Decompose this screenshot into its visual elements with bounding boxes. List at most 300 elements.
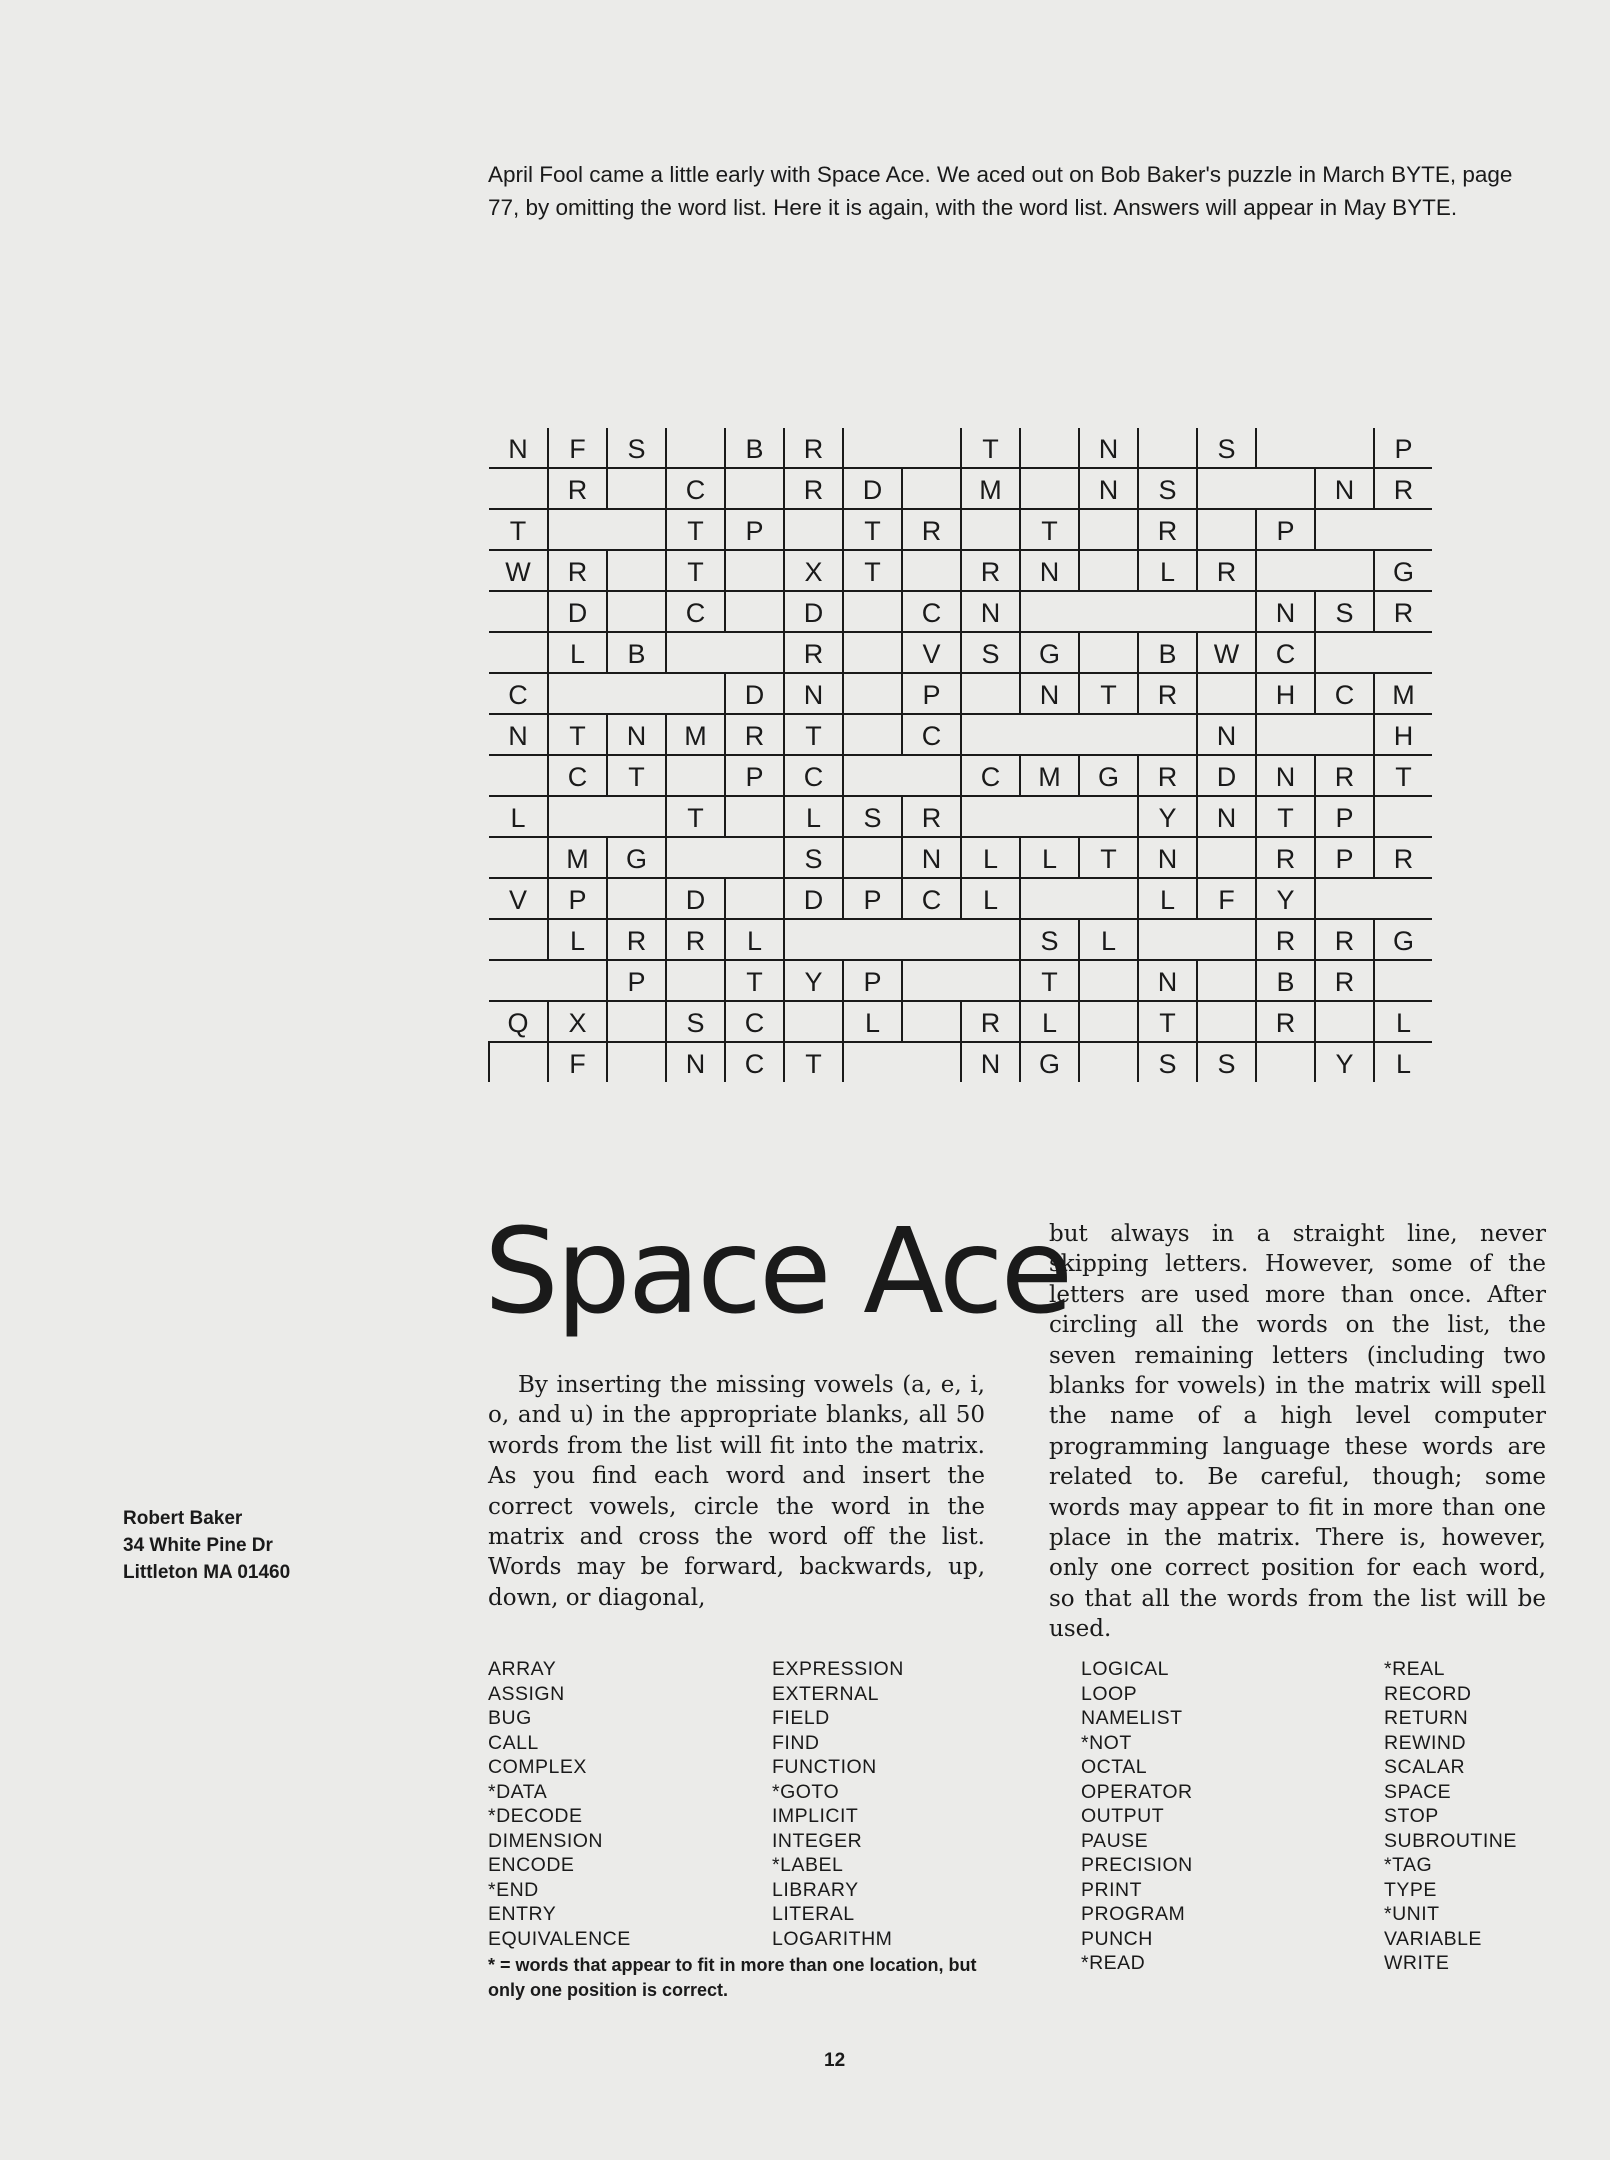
grid-cell — [725, 878, 784, 919]
grid-row — [489, 755, 1432, 796]
grid-cell — [489, 591, 548, 632]
grid-cell — [843, 428, 902, 468]
grid-cell: R — [725, 714, 784, 755]
grid-row — [489, 919, 1432, 960]
grid-cell — [1020, 428, 1079, 468]
grid-cell: Y — [1256, 878, 1315, 919]
grid-cell: C — [1256, 632, 1315, 673]
word-list-column-2 — [772, 1657, 904, 1951]
grid-cell — [607, 509, 666, 550]
grid-cell — [1315, 878, 1374, 919]
word-list-item: VARIABLE — [1384, 1927, 1482, 1950]
grid-cell: D — [784, 878, 843, 919]
grid-cell — [1374, 878, 1432, 919]
grid-cell: R — [1315, 919, 1374, 960]
grid-cell — [784, 919, 843, 960]
word-list-item: SPACE — [1384, 1780, 1452, 1803]
grid-cell: T — [607, 755, 666, 796]
grid-cell: R — [548, 550, 607, 591]
grid-cell — [666, 755, 725, 796]
word-list-item: PAUSE — [1081, 1829, 1149, 1852]
grid-cell: N — [1020, 673, 1079, 714]
grid-cell: T — [1256, 796, 1315, 837]
grid-cell: C — [902, 878, 961, 919]
grid-cell — [607, 1001, 666, 1042]
grid-cell — [1315, 714, 1374, 755]
grid-cell: T — [1079, 837, 1138, 878]
grid-cell — [1079, 591, 1138, 632]
word-list-item: LOGARITHM — [772, 1927, 893, 1950]
grid-cell — [784, 509, 843, 550]
grid-cell — [902, 755, 961, 796]
grid-cell: N — [784, 673, 843, 714]
grid-cell — [1256, 468, 1315, 509]
grid-cell: R — [902, 796, 961, 837]
grid-cell: P — [725, 509, 784, 550]
grid-cell: N — [961, 591, 1020, 632]
grid-cell — [784, 1001, 843, 1042]
letter-grid — [488, 428, 1432, 1082]
grid-cell: P — [843, 878, 902, 919]
grid-cell — [902, 919, 961, 960]
grid-cell — [1374, 960, 1432, 1001]
grid-cell: R — [1315, 755, 1374, 796]
grid-cell: P — [548, 878, 607, 919]
word-list-item: WRITE — [1384, 1952, 1450, 1974]
grid-cell: P — [1315, 796, 1374, 837]
grid-cell: L — [1079, 919, 1138, 960]
grid-cell: P — [843, 960, 902, 1001]
grid-cell — [1374, 509, 1432, 550]
grid-cell — [1197, 837, 1256, 878]
word-list-item: LOGICAL — [1081, 1658, 1170, 1680]
grid-cell — [548, 796, 607, 837]
grid-cell: M — [666, 714, 725, 755]
word-list-item: LOOP — [1081, 1682, 1138, 1705]
grid-cell: T — [843, 550, 902, 591]
grid-cell — [961, 796, 1020, 837]
word-list-item: RECORD — [1384, 1682, 1472, 1705]
grid-cell: G — [1020, 632, 1079, 673]
grid-cell — [489, 755, 548, 796]
grid-row — [489, 673, 1432, 714]
grid-cell: M — [548, 837, 607, 878]
body-text-column-1: By inserting the missing vowels (a, e, i, o, and u) in the appropriate blanks, all 50 words from the list will fit into the matrix. As you find each word and insert the correct vowels, circle the word in the matrix and cross the word off the list. Words may be forward, backwards, up, down, or diagonal, — [488, 1372, 985, 1611]
grid-cell: L — [725, 919, 784, 960]
grid-cell — [1315, 1001, 1374, 1042]
grid-cell — [1079, 714, 1138, 755]
word-list-item: RETURN — [1384, 1707, 1469, 1729]
grid-cell — [1138, 428, 1197, 468]
word-list-item: EXPRESSION — [772, 1658, 904, 1680]
grid-cell — [1197, 591, 1256, 632]
grid-cell — [1138, 591, 1197, 632]
word-list-item: NAMELIST — [1081, 1707, 1183, 1729]
word-list-item: ARRAY — [488, 1658, 557, 1680]
grid-cell: T — [1020, 960, 1079, 1001]
grid-cell: Y — [1315, 1042, 1374, 1082]
word-list-item: DIMENSION — [488, 1829, 604, 1852]
grid-cell: M — [1374, 673, 1432, 714]
author-street: 34 White Pine Dr — [123, 1535, 273, 1556]
grid-cell: P — [1256, 509, 1315, 550]
grid-cell: N — [1197, 796, 1256, 837]
word-list-item: *READ — [1081, 1952, 1146, 1974]
grid-row — [489, 468, 1432, 509]
grid-cell — [607, 468, 666, 509]
grid-cell — [1256, 1042, 1315, 1082]
grid-cell: D — [843, 468, 902, 509]
grid-cell — [961, 919, 1020, 960]
grid-cell — [1020, 878, 1079, 919]
grid-cell: T — [489, 509, 548, 550]
grid-cell: G — [1079, 755, 1138, 796]
grid-row — [489, 1001, 1432, 1042]
grid-cell — [1315, 550, 1374, 591]
word-list-item: FIELD — [772, 1707, 830, 1729]
grid-cell — [1138, 714, 1197, 755]
word-list-item: EXTERNAL — [772, 1682, 879, 1705]
grid-row — [489, 796, 1432, 837]
grid-cell: N — [902, 837, 961, 878]
grid-cell — [1315, 428, 1374, 468]
grid-cell — [1197, 673, 1256, 714]
grid-cell — [1197, 1001, 1256, 1042]
word-list-column-4 — [1384, 1657, 1517, 1976]
grid-cell: P — [1315, 837, 1374, 878]
grid-cell: P — [607, 960, 666, 1001]
grid-cell: T — [1374, 755, 1432, 796]
grid-cell: R — [1374, 468, 1432, 509]
grid-cell — [961, 509, 1020, 550]
grid-cell — [1197, 919, 1256, 960]
grid-cell — [607, 591, 666, 632]
grid-cell: B — [607, 632, 666, 673]
grid-cell: G — [1020, 1042, 1079, 1082]
word-list-item: LITERAL — [772, 1903, 855, 1925]
grid-cell — [725, 837, 784, 878]
word-list-item: TYPE — [1384, 1878, 1437, 1901]
grid-cell: D — [725, 673, 784, 714]
grid-cell: T — [666, 509, 725, 550]
grid-cell — [489, 468, 548, 509]
grid-row — [489, 837, 1432, 878]
word-list-column-1 — [488, 1657, 631, 1951]
grid-cell: S — [784, 837, 843, 878]
grid-cell — [1020, 591, 1079, 632]
grid-cell: R — [1138, 755, 1197, 796]
grid-cell: N — [1256, 755, 1315, 796]
grid-cell: R — [902, 509, 961, 550]
grid-cell — [489, 960, 548, 1001]
grid-cell: W — [489, 550, 548, 591]
grid-cell — [607, 796, 666, 837]
grid-cell: S — [843, 796, 902, 837]
grid-cell: C — [666, 468, 725, 509]
grid-cell — [1079, 509, 1138, 550]
grid-cell: V — [902, 632, 961, 673]
grid-cell: H — [1374, 714, 1432, 755]
grid-cell: S — [1138, 1042, 1197, 1082]
grid-cell: R — [961, 550, 1020, 591]
word-list-item: COMPLEX — [488, 1756, 587, 1778]
grid-cell — [843, 919, 902, 960]
grid-cell: F — [1197, 878, 1256, 919]
grid-cell: C — [725, 1042, 784, 1082]
grid-cell — [1315, 632, 1374, 673]
grid-cell — [843, 673, 902, 714]
grid-cell: N — [607, 714, 666, 755]
grid-cell: T — [784, 1042, 843, 1082]
grid-cell — [1374, 796, 1432, 837]
grid-cell — [1197, 468, 1256, 509]
grid-cell — [1020, 714, 1079, 755]
grid-cell: C — [725, 1001, 784, 1042]
grid-cell — [902, 1001, 961, 1042]
grid-cell — [548, 509, 607, 550]
grid-cell: C — [489, 673, 548, 714]
grid-cell — [843, 755, 902, 796]
word-list-item: ENTRY — [488, 1903, 557, 1925]
word-list-item: *GOTO — [772, 1780, 840, 1803]
grid-row — [489, 509, 1432, 550]
intro-text: April Fool came a little early with Space Ace. We aced out on Bob Baker's puzzle in March BYTE, page 77, by omitting the word list. Here it is again, with the word list. Answers will appear in May BYTE. — [488, 162, 1513, 220]
author-name: Robert Baker — [123, 1508, 243, 1529]
grid-cell — [843, 1042, 902, 1082]
grid-cell: T — [1138, 1001, 1197, 1042]
word-list-item: *DATA — [488, 1780, 548, 1803]
grid-cell — [843, 837, 902, 878]
grid-cell — [1020, 468, 1079, 509]
grid-cell: S — [1020, 919, 1079, 960]
grid-cell: N — [961, 1042, 1020, 1082]
grid-cell: N — [1079, 428, 1138, 468]
page-number: 12 — [824, 2050, 846, 2071]
grid-cell — [961, 714, 1020, 755]
grid-cell: L — [548, 632, 607, 673]
word-list-item: SCALAR — [1384, 1756, 1466, 1778]
grid-row — [489, 714, 1432, 755]
grid-cell — [548, 673, 607, 714]
word-list-item: LIBRARY — [772, 1878, 859, 1901]
grid-cell: S — [961, 632, 1020, 673]
grid-cell: L — [784, 796, 843, 837]
grid-cell: S — [1138, 468, 1197, 509]
grid-cell: L — [1020, 1001, 1079, 1042]
grid-cell: N — [1138, 837, 1197, 878]
grid-cell: N — [489, 428, 548, 468]
grid-cell: T — [961, 428, 1020, 468]
word-list-item: *NOT — [1081, 1731, 1132, 1754]
grid-cell: L — [843, 1001, 902, 1042]
grid-cell: V — [489, 878, 548, 919]
grid-cell: Y — [784, 960, 843, 1001]
grid-row — [489, 632, 1432, 673]
grid-cell: R — [1315, 960, 1374, 1001]
word-list-item: FIND — [772, 1731, 820, 1754]
grid-cell: B — [1138, 632, 1197, 673]
grid-cell — [843, 632, 902, 673]
grid-cell: D — [548, 591, 607, 632]
grid-cell — [489, 632, 548, 673]
grid-cell — [725, 632, 784, 673]
grid-cell — [1256, 428, 1315, 468]
grid-cell — [902, 550, 961, 591]
grid-cell: R — [784, 632, 843, 673]
grid-cell: B — [1256, 960, 1315, 1001]
grid-cell: F — [548, 1042, 607, 1082]
grid-cell — [607, 550, 666, 591]
grid-cell: T — [666, 550, 725, 591]
grid-cell — [666, 632, 725, 673]
grid-cell — [902, 468, 961, 509]
grid-cell: L — [489, 796, 548, 837]
word-list-item: PRECISION — [1081, 1854, 1193, 1876]
word-list-item: BUG — [488, 1707, 532, 1729]
grid-cell — [1079, 550, 1138, 591]
grid-cell — [666, 428, 725, 468]
word-list-item: *END — [488, 1878, 539, 1901]
grid-cell: M — [961, 468, 1020, 509]
grid-cell: R — [961, 1001, 1020, 1042]
word-list-item: OCTAL — [1081, 1756, 1148, 1778]
grid-cell — [666, 837, 725, 878]
grid-cell — [489, 1042, 548, 1082]
grid-cell: L — [961, 878, 1020, 919]
grid-cell: D — [1197, 755, 1256, 796]
word-list-item: PRINT — [1081, 1878, 1142, 1901]
grid-cell: N — [1256, 591, 1315, 632]
grid-cell: C — [548, 755, 607, 796]
grid-cell: S — [1197, 1042, 1256, 1082]
grid-cell: R — [1197, 550, 1256, 591]
grid-row — [489, 1042, 1432, 1082]
grid-cell: T — [784, 714, 843, 755]
grid-cell — [725, 796, 784, 837]
word-list-item: REWIND — [1384, 1731, 1467, 1754]
grid-cell: R — [784, 468, 843, 509]
word-list-item: OPERATOR — [1081, 1780, 1193, 1803]
grid-cell — [902, 960, 961, 1001]
word-list-item: *DECODE — [488, 1805, 583, 1827]
grid-cell: T — [666, 796, 725, 837]
grid-cell: R — [1374, 837, 1432, 878]
grid-cell — [843, 591, 902, 632]
grid-cell — [1020, 796, 1079, 837]
grid-cell — [548, 960, 607, 1001]
grid-row — [489, 428, 1432, 468]
grid-cell: M — [1020, 755, 1079, 796]
grid-cell: T — [548, 714, 607, 755]
grid-cell — [1315, 509, 1374, 550]
grid-cell: L — [548, 919, 607, 960]
grid-cell: G — [607, 837, 666, 878]
grid-cell: B — [725, 428, 784, 468]
grid-cell: S — [666, 1001, 725, 1042]
grid-cell — [1138, 919, 1197, 960]
grid-cell: X — [548, 1001, 607, 1042]
author-address — [123, 1505, 290, 1586]
grid-cell — [902, 428, 961, 468]
word-list-item: *TAG — [1384, 1854, 1433, 1876]
grid-cell: N — [1197, 714, 1256, 755]
word-list-item: ENCODE — [488, 1854, 575, 1876]
grid-cell: C — [961, 755, 1020, 796]
grid-cell: R — [1138, 509, 1197, 550]
word-list-column-3 — [1081, 1657, 1193, 1976]
grid-cell: S — [607, 428, 666, 468]
word-list-item: ASSIGN — [488, 1682, 565, 1705]
grid-cell: N — [489, 714, 548, 755]
grid-cell — [961, 673, 1020, 714]
word-list-item: FUNCTION — [772, 1756, 877, 1778]
grid-cell: N — [1315, 468, 1374, 509]
grid-cell: L — [961, 837, 1020, 878]
grid-cell: C — [902, 714, 961, 755]
word-list-item: *REAL — [1384, 1658, 1446, 1680]
grid-cell: P — [902, 673, 961, 714]
grid-cell — [489, 837, 548, 878]
grid-cell: S — [1197, 428, 1256, 468]
footnote: * = words that appear to fit in more than one location, but only one position is correct. — [488, 1955, 977, 2000]
grid-cell: G — [1374, 919, 1432, 960]
page-title: Space Ace — [484, 1202, 1071, 1340]
grid-cell: Q — [489, 1001, 548, 1042]
word-list-item: OUTPUT — [1081, 1805, 1165, 1827]
grid-cell — [607, 878, 666, 919]
grid-cell: N — [666, 1042, 725, 1082]
grid-cell: R — [1374, 591, 1432, 632]
grid-cell: L — [1020, 837, 1079, 878]
grid-cell — [961, 960, 1020, 1001]
grid-row — [489, 878, 1432, 919]
word-list-item: *LABEL — [772, 1854, 844, 1876]
body-text-column-2: but always in a straight line, never skipping letters. However, some of the letters are used more than once. After circling all the words on the list, the seven remaining letters (including two blanks for vowels) in the matrix will spell the name of a high level computer programming language these words are related to. Be careful, though; some words may appear to fit in more than one place in the matrix. There is, however, only one correct position for each word, so that all the words from the list will be used. — [1049, 1221, 1546, 1643]
grid-cell: C — [784, 755, 843, 796]
grid-cell — [666, 673, 725, 714]
grid-cell: P — [725, 755, 784, 796]
grid-cell: R — [1256, 919, 1315, 960]
grid-cell: T — [1020, 509, 1079, 550]
grid-cell: R — [784, 428, 843, 468]
grid-cell: L — [1138, 550, 1197, 591]
grid-cell: R — [1256, 837, 1315, 878]
word-list-item: *UNIT — [1384, 1903, 1440, 1925]
grid-row — [489, 960, 1432, 1001]
grid-cell: G — [1374, 550, 1432, 591]
author-city: Littleton MA 01460 — [123, 1562, 291, 1583]
grid-cell: R — [607, 919, 666, 960]
grid-cell — [666, 960, 725, 1001]
grid-cell — [1079, 1001, 1138, 1042]
grid-cell — [1079, 796, 1138, 837]
grid-cell — [1079, 960, 1138, 1001]
grid-cell: T — [725, 960, 784, 1001]
grid-cell: L — [1374, 1001, 1432, 1042]
grid-cell: S — [1315, 591, 1374, 632]
grid-cell — [489, 919, 548, 960]
word-list-item: PROGRAM — [1081, 1903, 1186, 1925]
grid-cell — [1079, 632, 1138, 673]
grid-cell — [1079, 878, 1138, 919]
grid-cell: T — [843, 509, 902, 550]
grid-cell: D — [666, 878, 725, 919]
grid-cell: L — [1138, 878, 1197, 919]
grid-cell: C — [902, 591, 961, 632]
word-list-item: PUNCH — [1081, 1927, 1153, 1950]
word-list-item: INTEGER — [772, 1829, 863, 1852]
grid-cell: D — [784, 591, 843, 632]
